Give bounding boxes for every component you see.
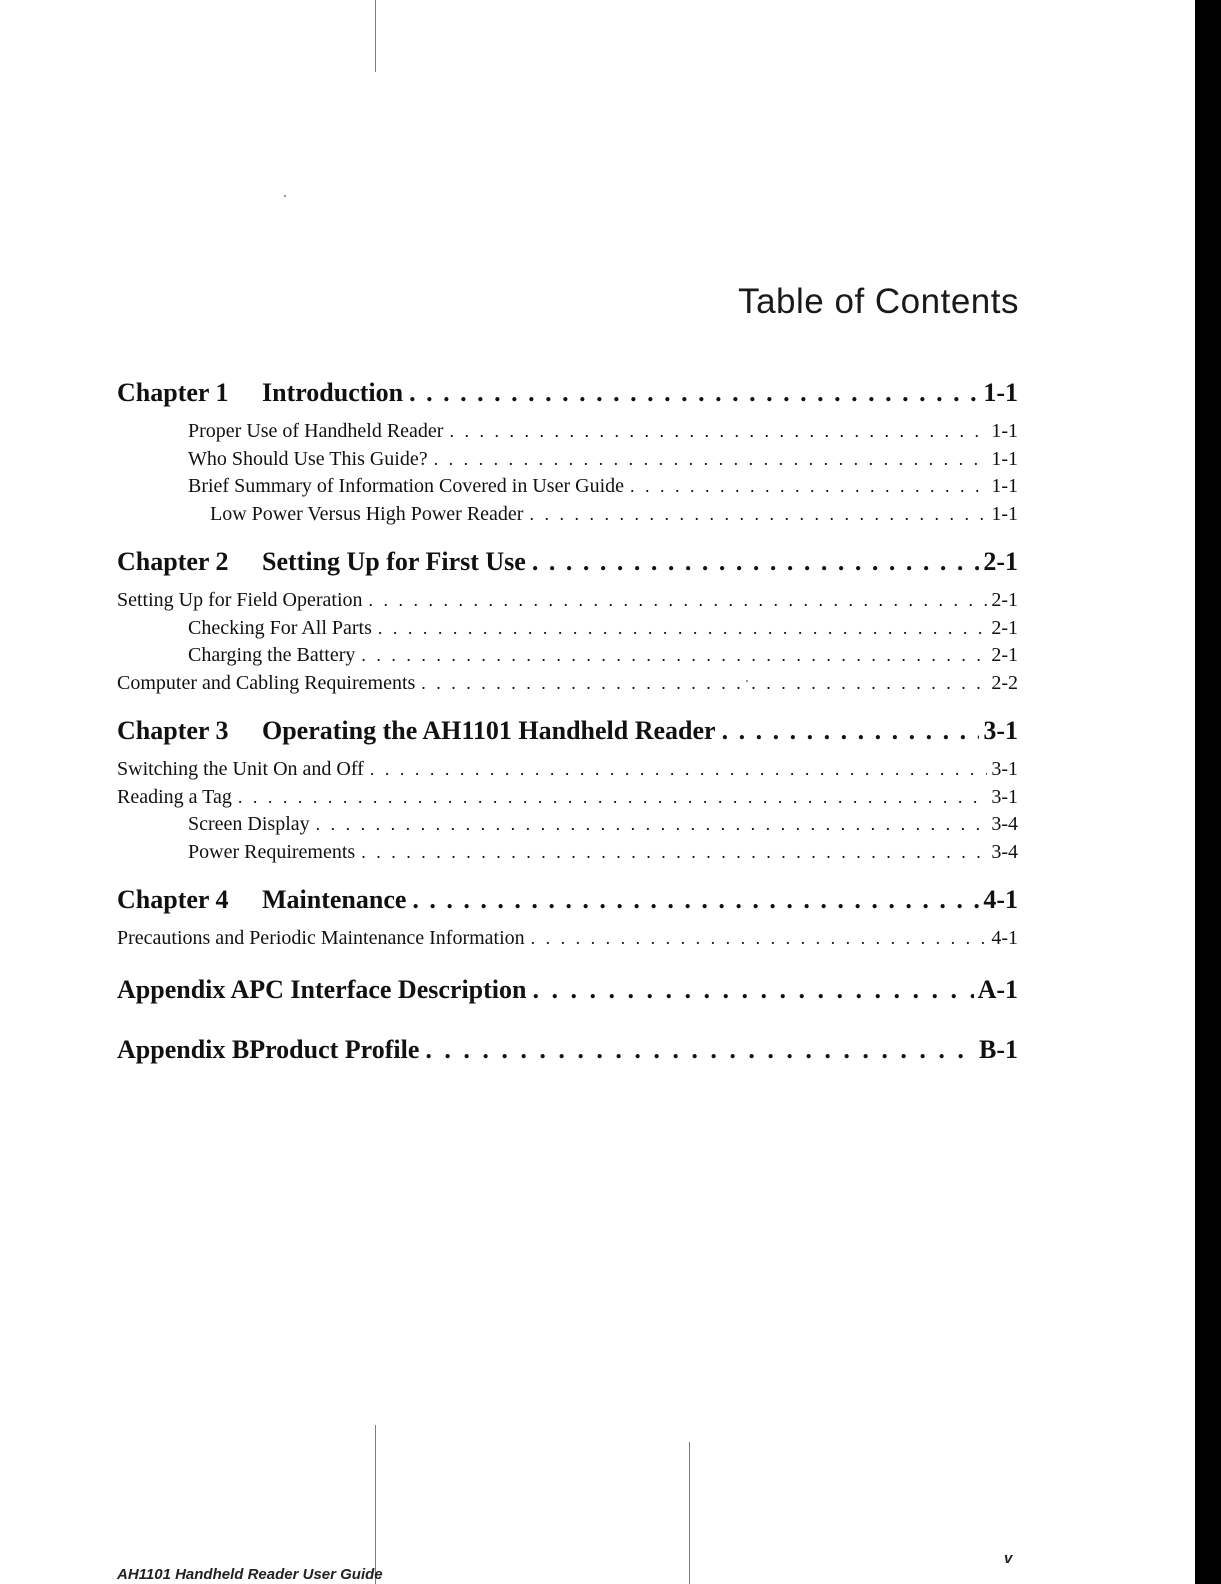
dot-leader	[421, 673, 987, 694]
dot-leader	[409, 378, 979, 408]
toc-entry-row	[117, 475, 1018, 503]
toc-entry-title: Switching the Unit On and Off	[117, 758, 364, 780]
toc-chapter-title: Maintenance	[262, 885, 407, 914]
toc-page-number: 3-1	[991, 758, 1018, 780]
toc-page-number: 3-4	[991, 813, 1018, 835]
toc-page-number: 3-1	[983, 716, 1018, 745]
dot-leader	[532, 547, 980, 577]
toc-chapter-number: Chapter 1	[117, 378, 229, 407]
dot-leader	[434, 449, 988, 470]
footer-page-number: v	[1004, 1550, 1013, 1567]
scan-speck	[284, 195, 286, 197]
toc-chapter-row	[117, 378, 1018, 418]
toc-entry-row	[117, 927, 1018, 955]
toc-page-number: 1-1	[991, 420, 1018, 442]
toc-page-number: 1-1	[991, 502, 1018, 525]
toc-page-number: 2-1	[983, 547, 1018, 576]
footer-guide-title: AH1101 Handheld Reader User Guide	[117, 1566, 383, 1583]
dot-leader	[316, 814, 988, 835]
toc-appendix-title: Appendix BProduct Profile	[117, 1034, 420, 1064]
toc-entry-row	[117, 786, 1018, 814]
dot-leader	[425, 1035, 975, 1065]
toc-entry-title: Who Should Use This Guide?	[188, 447, 428, 470]
table-of-contents	[117, 378, 1018, 1075]
toc-entry-title: Setting Up for Field Operation	[117, 589, 363, 611]
toc-chapter-title: Setting Up for First Use	[262, 547, 526, 576]
toc-entry-title: Computer and Cabling Requirements	[117, 671, 416, 694]
toc-page-number: A-1	[977, 974, 1018, 1004]
toc-chapter-row	[117, 547, 1018, 587]
dot-leader	[369, 590, 988, 611]
dot-leader	[361, 645, 987, 666]
toc-entry-title: Charging the Battery	[188, 644, 356, 666]
toc-entry-title: Brief Summary of Information Covered in User Guide	[188, 475, 625, 497]
toc-page-number: 3-1	[991, 785, 1018, 808]
toc-page-number: 1-1	[991, 475, 1018, 497]
scan-edge	[1195, 0, 1221, 1584]
fold-line-bottom-left	[375, 1425, 376, 1584]
fold-line-bottom-right	[689, 1442, 690, 1584]
toc-page-number: 3-4	[991, 840, 1018, 863]
toc-chapter-heading	[117, 716, 716, 746]
dot-leader	[378, 618, 987, 639]
toc-page-number: B-1	[979, 1034, 1018, 1064]
toc-chapter-number: Chapter 4	[117, 885, 229, 914]
toc-page-number: 2-1	[991, 589, 1018, 611]
toc-entry-row	[117, 448, 1018, 476]
toc-entry-title: Screen Display	[188, 813, 310, 835]
toc-page-number: 4-1	[983, 885, 1018, 914]
toc-entry-row	[117, 617, 1018, 645]
toc-page-number: 2-2	[991, 671, 1018, 694]
toc-chapter-row	[117, 885, 1018, 925]
dot-leader	[412, 885, 979, 915]
toc-appendix-row	[117, 975, 1018, 1015]
toc-page-number: 2-1	[991, 644, 1018, 666]
toc-chapter-title: Operating the AH1101 Handheld Reader	[262, 716, 716, 745]
toc-entry-row	[117, 813, 1018, 841]
toc-appendix-row	[117, 1035, 1018, 1075]
toc-entry-title: Reading a Tag	[117, 785, 232, 808]
dot-leader	[361, 842, 987, 863]
toc-chapter-heading	[117, 378, 403, 408]
toc-entry-row	[117, 644, 1018, 672]
toc-page-number: 1-1	[991, 447, 1018, 470]
toc-entry-row	[117, 672, 1018, 700]
dot-leader	[529, 504, 987, 525]
toc-page-number: 4-1	[991, 927, 1018, 949]
toc-entry-title: Power Requirements	[188, 840, 356, 863]
toc-entry-title: Proper Use of Handheld Reader	[188, 420, 444, 442]
toc-entry-row	[117, 589, 1018, 617]
toc-chapter-heading	[117, 547, 526, 577]
dot-leader	[532, 975, 973, 1005]
toc-appendix-title: Appendix APC Interface Description	[117, 974, 527, 1004]
toc-entry-title: Precautions and Periodic Maintenance Information	[117, 927, 525, 949]
toc-chapter-number: Chapter 2	[117, 547, 229, 576]
toc-entry-title: Low Power Versus High Power Reader	[210, 502, 524, 525]
toc-entry-row	[117, 420, 1018, 448]
toc-page-number: 1-1	[983, 378, 1018, 407]
toc-chapter-row	[117, 716, 1018, 756]
toc-entry-row	[117, 758, 1018, 786]
toc-chapter-title: Introduction	[262, 378, 404, 407]
dot-leader	[238, 787, 987, 808]
toc-entry-title: Checking For All Parts	[188, 616, 372, 639]
toc-entry-row	[117, 503, 1018, 531]
toc-entry-row	[117, 841, 1018, 869]
dot-leader	[722, 716, 980, 746]
toc-chapter-number: Chapter 3	[117, 716, 229, 745]
page-title: Table of Contents	[738, 282, 1019, 321]
dot-leader	[370, 759, 988, 780]
toc-page-number: 2-1	[991, 616, 1018, 639]
toc-chapter-heading	[117, 885, 406, 915]
dot-leader	[531, 928, 988, 949]
fold-line-top	[375, 0, 376, 72]
dot-leader	[449, 421, 987, 442]
dot-leader	[630, 476, 987, 497]
